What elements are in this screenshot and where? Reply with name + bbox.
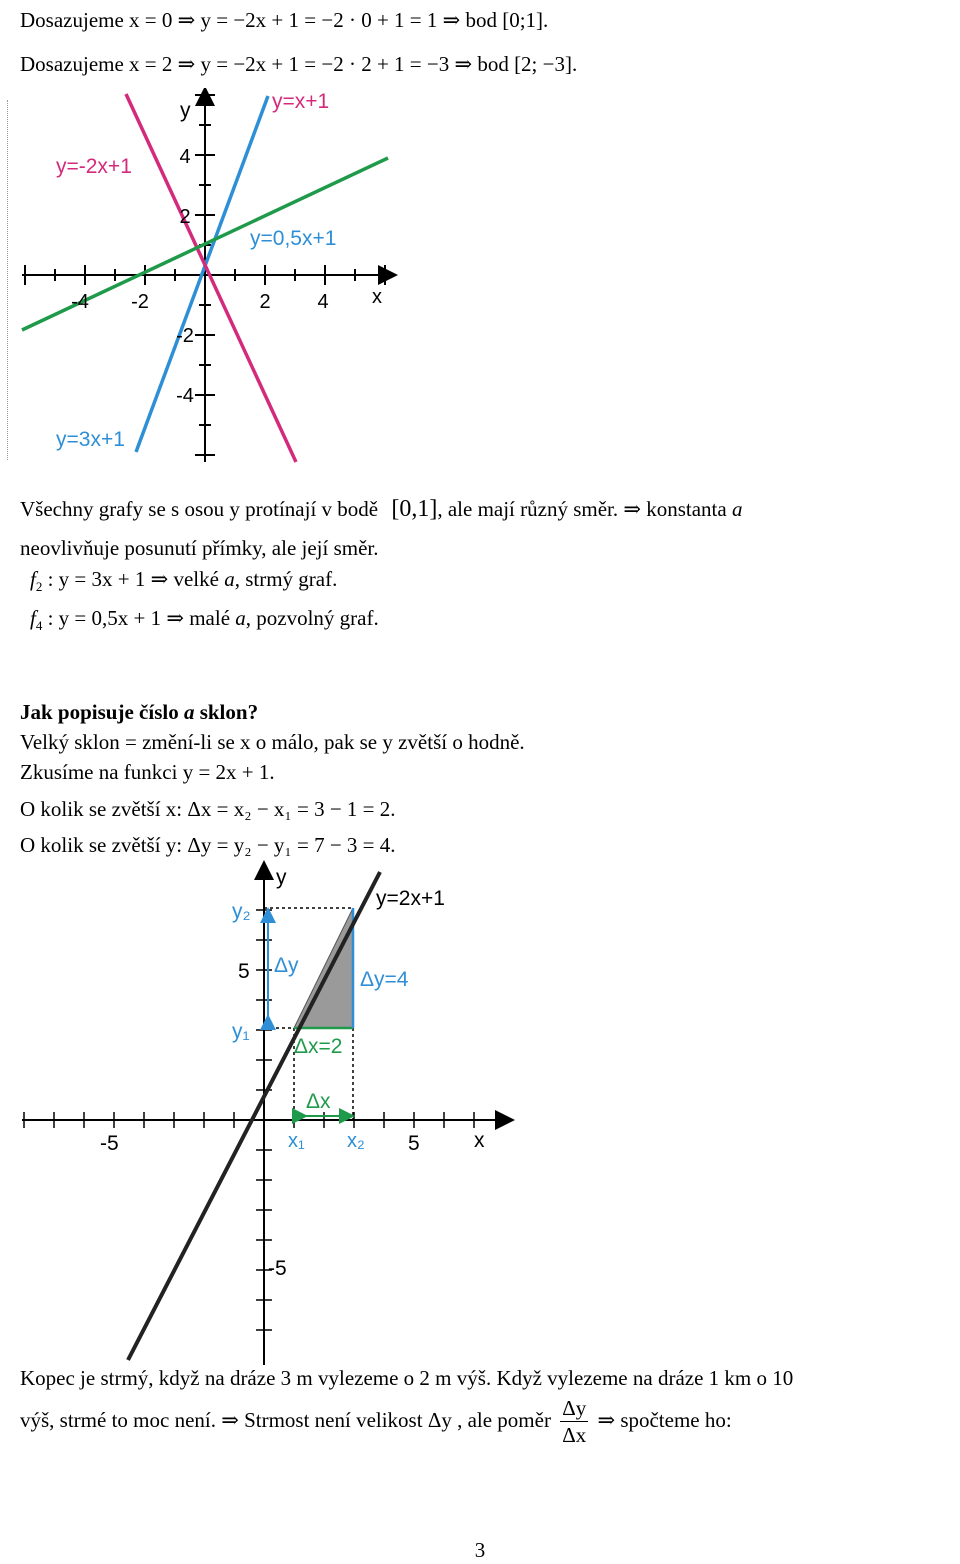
constant-a: a bbox=[731, 497, 743, 521]
paragraph-intercept bbox=[20, 496, 742, 523]
intercept-text-a: Všechny grafy se s osou y protínají v bodě bbox=[20, 497, 379, 521]
y-axis-label: y bbox=[276, 866, 287, 889]
y-tick-label: 5 bbox=[238, 960, 250, 983]
header-line-1: Dosazujeme x = 0 ⇒ y = −2x + 1 = −2 · 0 + 1 = 1 ⇒ bod [0;1]. bbox=[20, 8, 549, 32]
f2-equation: : y = 3x + 1 ⇒ velké bbox=[42, 567, 225, 591]
y-tick-label: 4 bbox=[179, 146, 191, 168]
y-axis-label: y bbox=[180, 99, 191, 122]
intercept-text-b: , ale mají různý směr. ⇒ konstanta bbox=[437, 497, 727, 521]
delta-x-line: O kolik se zvětší x: Δx = x₂ − x₁ = 3 − 1 = 2. bbox=[20, 797, 396, 821]
f4-sub: 4 bbox=[35, 618, 43, 634]
x-tick-label: -5 bbox=[100, 1132, 119, 1155]
f4-name: f bbox=[30, 606, 36, 630]
y-tick-label: 2 bbox=[179, 206, 191, 228]
f2-sub: 2 bbox=[35, 579, 43, 595]
label-y-3x-plus-1: y=3x+1 bbox=[56, 428, 125, 451]
delta-y-label: Δy bbox=[274, 954, 299, 977]
fraction-denominator: Δx bbox=[562, 1423, 587, 1447]
slope-definition: Velký sklon = změní-li se x o málo, pak se y zvětší o hodně. bbox=[20, 730, 525, 754]
footer-text-a: výš, strmé to moc není. ⇒ Strmost není velikost Δy , ale poměr bbox=[20, 1407, 551, 1432]
graph-slope-triangle bbox=[0, 860, 520, 1370]
y-tick-label: -2 bbox=[176, 325, 194, 347]
x-axis-label: x bbox=[474, 1129, 485, 1152]
graph-four-lines bbox=[0, 88, 420, 468]
x-tick-label: -2 bbox=[131, 291, 149, 313]
f4-equation: : y = 0,5x + 1 ⇒ malé bbox=[42, 606, 236, 630]
x-tick-label: -4 bbox=[71, 291, 89, 313]
heading-text-a: Jak popisuje číslo bbox=[20, 700, 179, 724]
slope-triangle bbox=[294, 908, 353, 1028]
f2-rest: , strmý graf. bbox=[234, 567, 338, 591]
delta-y-value-label: Δy=4 bbox=[360, 968, 409, 991]
fraction-numerator: Δy bbox=[562, 1396, 587, 1420]
x-tick-label: 2 bbox=[259, 291, 271, 313]
f4-rest: , pozvolný graf. bbox=[245, 606, 379, 630]
x2-label: x₂ bbox=[347, 1130, 365, 1152]
intercept-point: [0,1] bbox=[391, 496, 438, 522]
heading-text-b: sklon? bbox=[199, 700, 259, 724]
y2-label: y₂ bbox=[232, 900, 251, 923]
y1-label: y₁ bbox=[232, 1020, 250, 1043]
heading-var: a bbox=[183, 700, 195, 724]
x-axis-label: x bbox=[372, 286, 382, 308]
delta-x-label: Δx bbox=[306, 1090, 331, 1113]
f4-var: a bbox=[235, 606, 246, 630]
page-number: 3 bbox=[474, 1538, 486, 1562]
y-tick-label: -4 bbox=[176, 385, 194, 407]
f2-var: a bbox=[224, 567, 235, 591]
try-function: Zkusíme na funkci y = 2x + 1. bbox=[20, 760, 275, 784]
header-line-2: Dosazujeme x = 2 ⇒ y = −2x + 1 = −2 · 2 + 1 = −3 ⇒ bod [2; −3]. bbox=[20, 52, 578, 76]
x-tick-label: 4 bbox=[317, 291, 329, 313]
footer-text-b: ⇒ spočteme ho: bbox=[597, 1407, 732, 1432]
f2-line bbox=[30, 567, 337, 595]
y-tick-label: -5 bbox=[268, 1257, 287, 1280]
footer-line-2 bbox=[20, 1398, 732, 1446]
f2-name: f bbox=[30, 567, 36, 591]
label-y-0-5x-plus-1: y=0,5x+1 bbox=[250, 227, 337, 250]
footer-line-1: Kopec je strmý, když na dráze 3 m vylezeme o 2 m výš. Když vylezeme na dráze 1 km o 10 bbox=[20, 1366, 794, 1390]
line-label: y=2x+1 bbox=[376, 887, 445, 910]
paragraph-direction: neovlivňuje posunutí přímky, ale její směr. bbox=[20, 536, 379, 560]
delta-fraction bbox=[560, 1398, 588, 1446]
delta-y-line: O kolik se zvětší y: Δy = y₂ − y₁ = 7 − 3 = 4. bbox=[20, 833, 396, 857]
x1-label: x₁ bbox=[288, 1130, 305, 1152]
label-y-x-plus-1: y=x+1 bbox=[272, 90, 330, 113]
label-y-minus-2x-plus-1: y=-2x+1 bbox=[56, 155, 132, 178]
delta-x-value-label: Δx=2 bbox=[294, 1035, 343, 1058]
section-heading bbox=[20, 700, 258, 725]
f4-line bbox=[30, 606, 379, 634]
x-tick-label: 5 bbox=[408, 1132, 420, 1155]
